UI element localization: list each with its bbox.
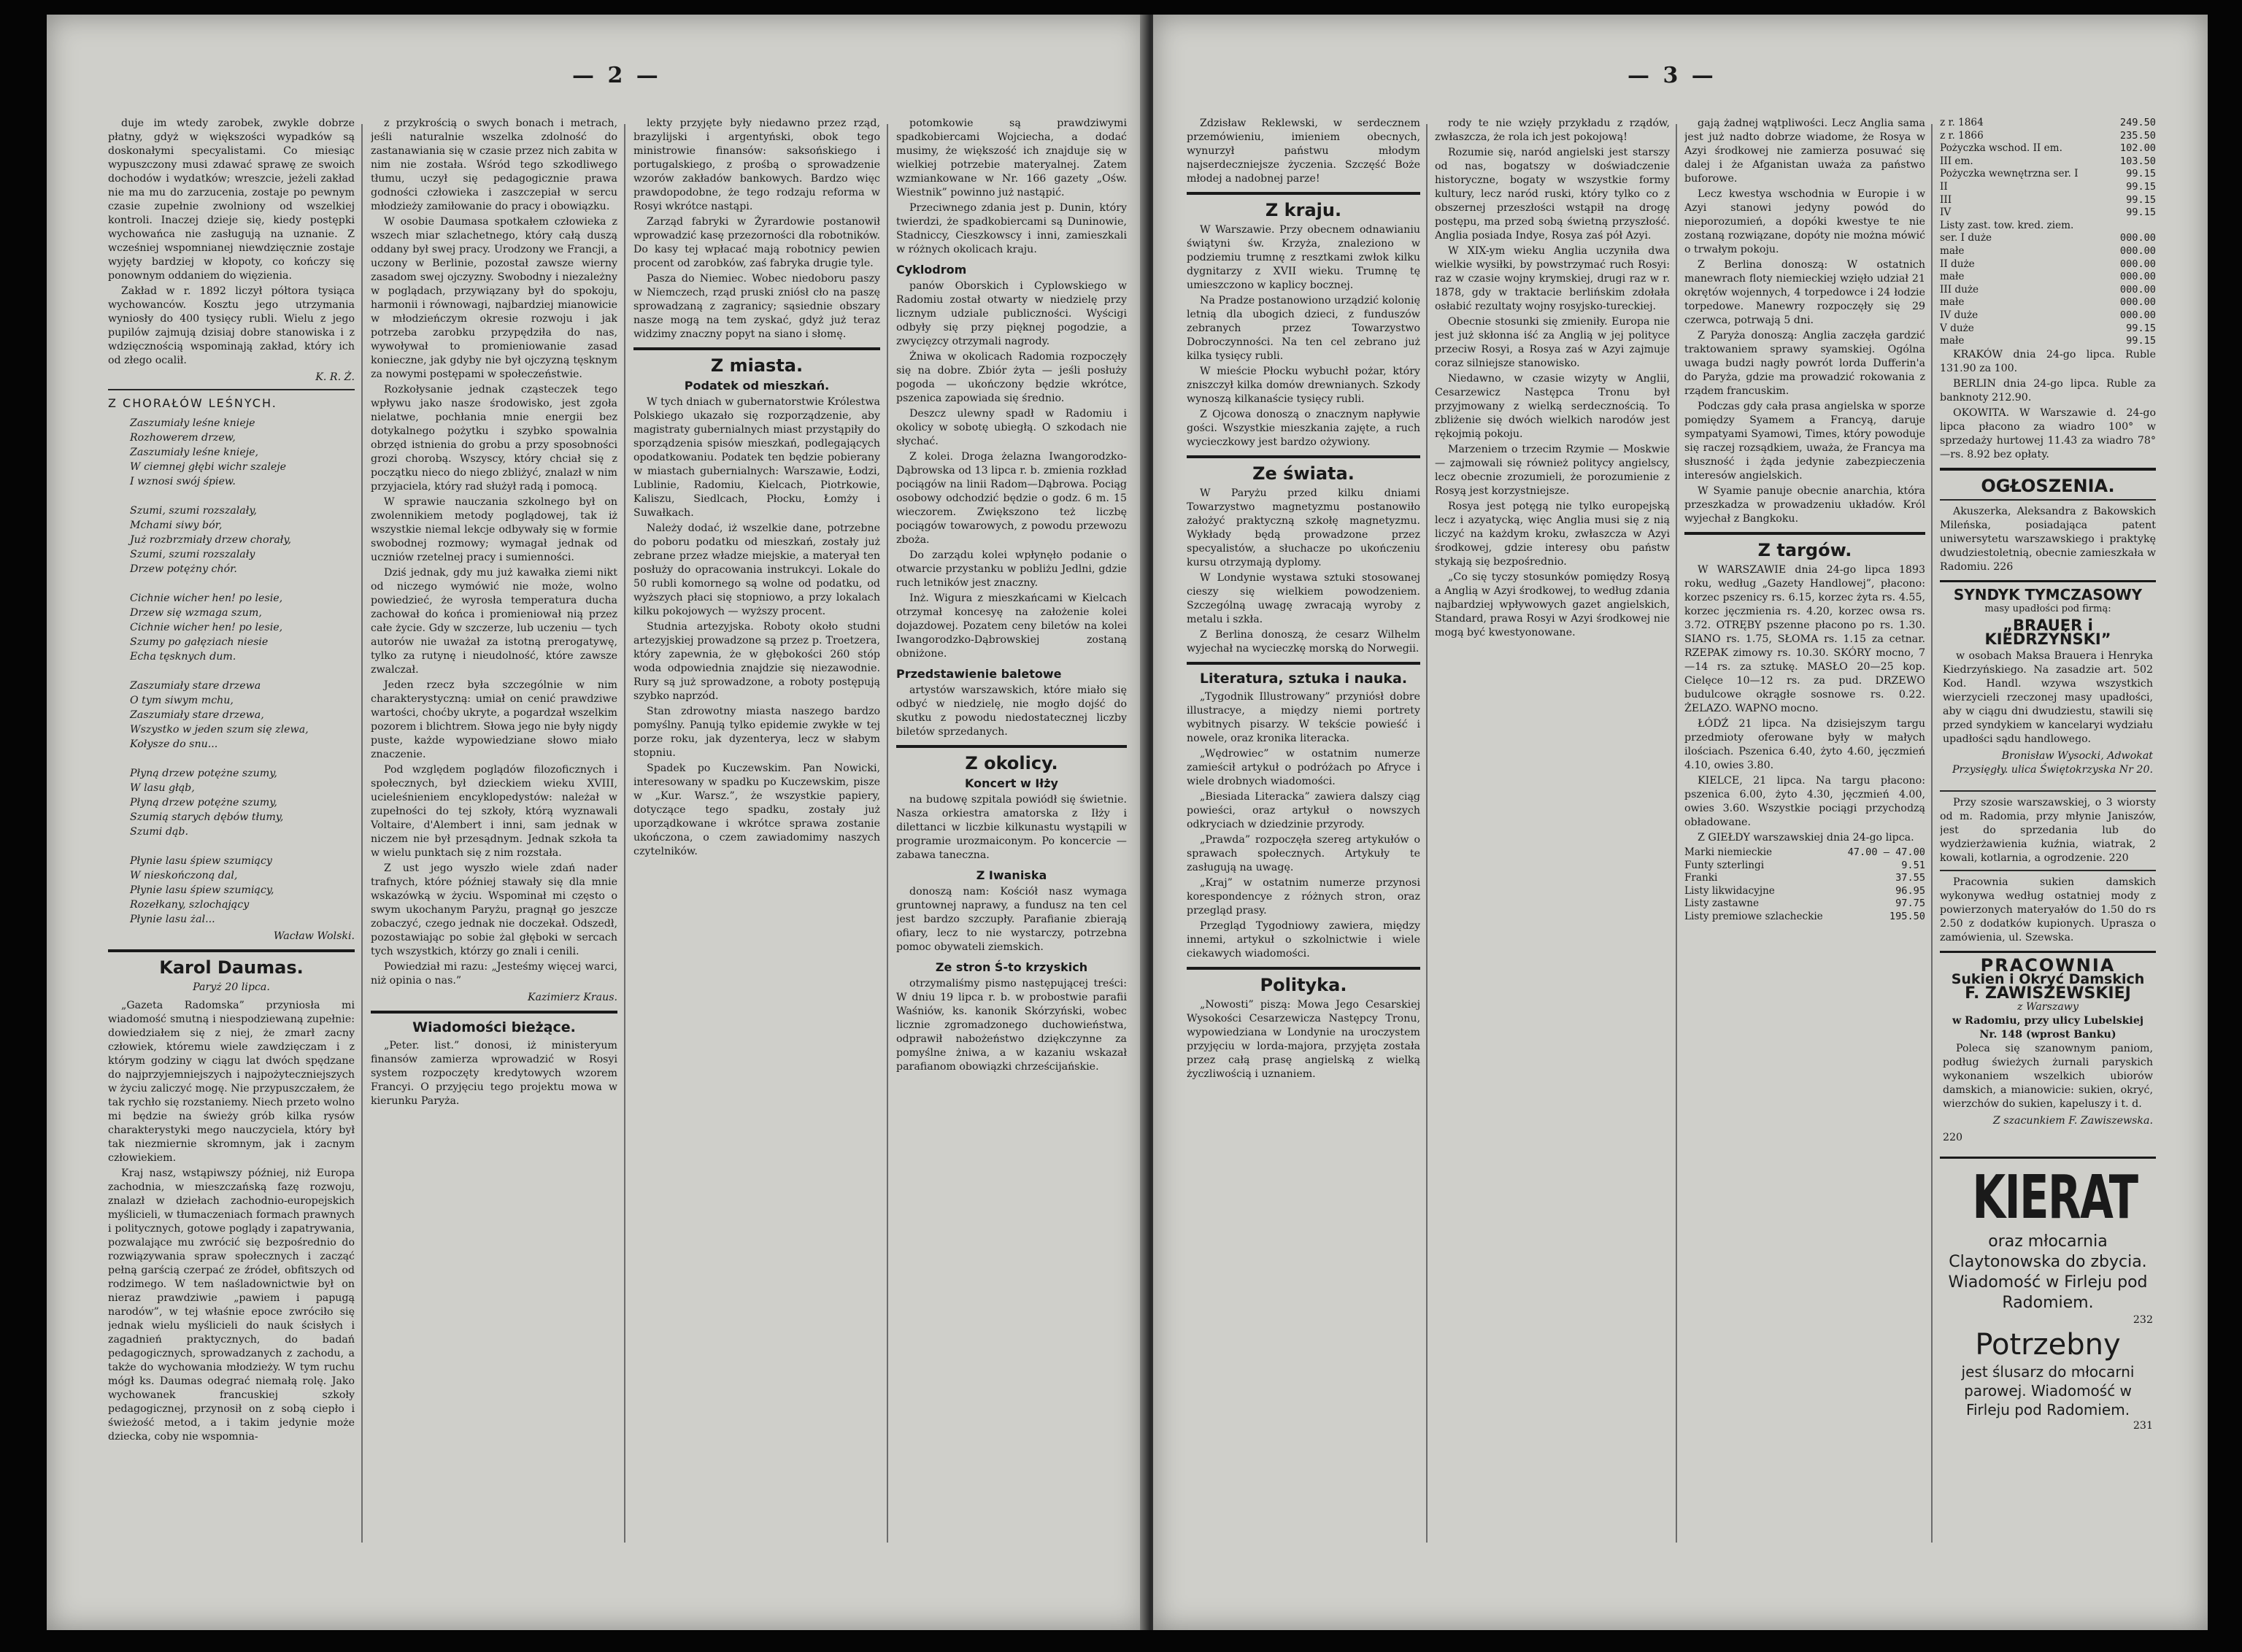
poem-line bbox=[130, 489, 355, 503]
row-value: 102.00 bbox=[2119, 142, 2156, 155]
paragraph: Pod względem poglądów filozoficznych i społecznych, był dzieckiem wieku XVIII, ucieleśnieniem encyklopedystów: należał w zupełności do tej szkoły, którą wyznawali Voltaire, d'Alembert i inni, sam jednak w niczem nie był przesądnym. Jednak szkoła ta w wielu punktach się z nim rozstała. bbox=[371, 764, 617, 859]
ad-szosa: Przy szosie warszawskiej, o 3 wiorsty od m. Radomia, przy młynie Janiszów, jest do sprzedania lub do wydzierżawienia kuźnia, wiatrak, 2 kowali, kotlarnia, a ogrodzenie. 220 bbox=[1940, 796, 2156, 864]
ad-signature: Z szacunkiem F. Zawiszewska. bbox=[1992, 1114, 2153, 1127]
poem-line: Kołysze do snu... bbox=[130, 738, 218, 750]
row-value: 99.15 bbox=[2126, 180, 2156, 193]
poem-line bbox=[130, 839, 355, 854]
ad-text: Poleca się szanownym paniom, podług świeżych żurnali paryskich wykonaniem wszelkich ubiorów damskich, a mianowicie: sukien, okryć, wierzchów do sukien, kapeluszy i t. d. bbox=[1943, 1042, 2153, 1110]
ad-signature: Bronisław Wysocki, Adwokat Przysięgły. ulica Świętokrzyska Nr 20. bbox=[1952, 749, 2153, 776]
table-row bbox=[1940, 155, 2156, 169]
left-column-1 bbox=[108, 117, 355, 1579]
left-column-2 bbox=[371, 117, 617, 1579]
row-label: V duże bbox=[1940, 322, 1974, 334]
ad-text: w osobach Maksa Brauera i Henryka Kiedrzyńskiego. Na zasadzie art. 502 Kod. Handl. wzywa wszystkich wierzycieli rzeczonej masy upadłości, aby w ciągu dni dwudziestu, stawili się przed syndykiem w kancelaryi wydziału upadłości sądu handlowego. bbox=[1943, 649, 2153, 745]
paragraph: gają żadnej wątpliwości. Lecz Anglia sama jest już nadto dobrze wiadome, że Rosya w Azyi środkowej nie zamierza posuwać się dalej i że Afganistan uważa za państwo buforowe. bbox=[1684, 117, 1925, 185]
table-row bbox=[1684, 911, 1925, 924]
section-title-literatura: Literatura, sztuka i nauka. bbox=[1199, 671, 1408, 687]
paragraph: Lecz kwestya wschodnia w Europie i w Azyi stanowi jedyny powód do nieporozumień, a dopóki kwestye te nie zostaną rozwiązane, dopóty nie można mówić o trwałym pokoju. bbox=[1684, 188, 1925, 255]
poem-line: Szumy po gałęziach niesie bbox=[130, 636, 269, 648]
table-row bbox=[1684, 885, 1925, 898]
row-value: 99.15 bbox=[2126, 322, 2156, 334]
row-label: Funty szterlingi bbox=[1684, 859, 1765, 871]
paragraph: „Kraj” w ostatnim numerze przynosi korespondencye z różnych stron, oraz przegląd prasy. bbox=[1187, 877, 1420, 916]
row-label: Listy zastawne bbox=[1684, 898, 1760, 910]
paragraph: „Nowosti” piszą: Mowa Jego Cesarskiej Wysokości Cesarzewicza Następcy Tronu, wypowiedziana w Londynie na uroczystem przyjęciu w lorda-majora, przyjęta została przez całą prasę angielską z wielką życzliwością i uznaniem. bbox=[1187, 999, 1420, 1080]
article-paragraph-2: Kraj nasz, wstąpiwszy później, niż Europa zachodnia, w mieszczańską fazę rozwoju, znalazł w dziełach zachodnio-europejskich myślicieli, w tłumaczeniach formach prawnych i politycznych, gotowe poglądy i zapatrywania, pozwalające mu zwrócić się bezpośrednio do rozwiązywania spraw społecznych i zacząć pełną garścią czerpać ze źródeł, obfitszych od rodzimego. W tem naśladownictwie był on nieraz prawdziwie „pawiem i papugą narodów”, w tej właśnie epoce zwróciło się jednak wielu myślicieli do nauk ścisłych i zagadnień praktycznych, do badań pedagogicznych, sprowadzanych z zachodu, a także do wychowania młodzieży. W tym ruchu mógł ks. Daumas odegrać niemałą rolę. Jako wychowanek francuskiej szkoły pedagogicznej, przynosił on z sobą ciepło i świeżość metod, a i takim jedynie może dziecka, coby nie wspomnia- bbox=[108, 1167, 355, 1443]
paragraph: Marzeniem o trzecim Rzymie — Moskwie — zajmowali się również politycy angielscy, lecz obecnie zrozumieli, że porozumienie z Rosyą jest korzystniejsze. bbox=[1435, 444, 1670, 497]
divider bbox=[896, 745, 1127, 748]
poem-line: Rozełkany, szlochający bbox=[130, 899, 250, 911]
subsection-title: Przedstawienie baletowe bbox=[896, 667, 1062, 681]
paragraph: „Tygodnik Illustrowany” przyniósł dobre illustracye, a między niemi portrety wybitnych pisarzy. W tekście powieść i nowele, oraz kronika literacka. bbox=[1187, 691, 1420, 744]
row-value: 47.00 — 47.00 bbox=[1847, 846, 1925, 858]
poem-line: Cichnie wicher hen! po lesie, bbox=[130, 593, 283, 604]
poem-line bbox=[130, 576, 355, 591]
left-page bbox=[47, 15, 1146, 1630]
paragraph: „Biesiada Literacka” zawiera dalszy ciąg powieści, oraz artykuł o nowszych odkryciach w dziedzinie przyrody. bbox=[1187, 791, 1420, 830]
row-value: 103.50 bbox=[2119, 155, 2156, 167]
ad-address: w Radomiu, przy ulicy Lubelskiej Nr. 148 (wprost Banku) bbox=[1952, 1014, 2143, 1041]
ads-section-title: OGŁOSZENIA. bbox=[1981, 475, 2115, 496]
poem-line: Już rozbrzmiały drzew chorały, bbox=[130, 534, 292, 546]
paragraph: W Warszawie. Przy obecnem odnawianiu świątyni św. Krzyża, znaleziono w podziemiu trumnę z resztkami zwłok kilku dygnitarzy z XVII wieku. Trumnę tę umieszczono w kaplicy bocznej. bbox=[1187, 224, 1420, 291]
article-title: Karol Daumas. bbox=[159, 957, 304, 978]
ad-number: 232 bbox=[2133, 1313, 2153, 1326]
row-value: 99.15 bbox=[2126, 206, 2156, 219]
ad-zawiszewska bbox=[1940, 951, 2156, 1151]
paragraph: Deszcz ulewny spadł w Radomiu i okolicy w sobotę ubiegłą. O szkodach nie słychać. bbox=[896, 408, 1127, 447]
ad-text: jest ślusarz do młocarni parowej. Wiadomość w Firleju pod Radomiem. bbox=[1961, 1362, 2135, 1419]
right-column-3 bbox=[1684, 117, 1925, 1579]
article-dateline: Paryż 20 lipca. bbox=[193, 981, 270, 993]
poem-line: Wszystko w jeden szum się zlewa, bbox=[130, 724, 309, 736]
paragraph: Dziś jednak, gdy mu już kawałka ziemi nikt od niczego wymówić nie może, wolno powiedzieć, że wyrosła temperatura ducha zachował do końca i promieniował nią przez całe życie. Gdy w szczerze, lub uczeniu — tych autorów nie uważał za istotną prerogatywę, tylko za rutynę i nieudolność, które zawsze zwalczał. bbox=[371, 567, 617, 676]
poem-line: Szumią starych dębów tłumy, bbox=[130, 811, 284, 823]
row-label: Pożyczka wewnętrzna ser. I bbox=[1940, 168, 2079, 180]
row-value: 235.50 bbox=[2119, 129, 2156, 142]
table-row bbox=[1684, 898, 1925, 911]
poem-line: W ciemnej głębi wichr szaleje bbox=[130, 461, 287, 473]
paragraph: Powiedział mi razu: „Jesteśmy więcej warci, niż opinia o nas.” bbox=[371, 961, 617, 987]
section-title-z-kraju: Z kraju. bbox=[1265, 200, 1342, 220]
row-label: II bbox=[1940, 180, 1948, 193]
row-value: 96.95 bbox=[1895, 884, 1925, 897]
paragraph: Stan zdrowotny miasta naszego bardzo pomyślny. Panują tylko epidemie zwykłe w tej porze roku, jak dyzenterya, lecz w słabym stopniu. bbox=[633, 706, 880, 759]
paragraph: Pasza do Niemiec. Wobec niedoboru paszy w Niemczech, rząd pruski zniósł cło na paszę sprowadzaną z zagranicy; sąsiednie obszary nasze mogą na tem zyskać, gdyż już teraz widzimy znaczny popyt na siano i słomę. bbox=[633, 273, 880, 340]
poem-line: I wznosi swój śpiew. bbox=[130, 476, 236, 487]
page-number-left: — 2 — bbox=[572, 63, 661, 88]
paragraph: Jeden rzecz była szczególnie w nim charakterystyczną: umiał on cenić prawdziwe wartości, choćby ukryte, a pogardzał wszelkim pozorem i blichtrem. Słowa jego nie były nigdy puste, każde wypowiedziane słowo miało znaczenie. bbox=[371, 679, 617, 760]
paragraph: Żniwa w okolicach Radomia rozpoczęły się na dobre. Zbiór żyta — jeśli posłuży pogoda — ukończony będzie wkrótce, pszenica zapowiada się średnio. bbox=[896, 351, 1127, 404]
paragraph: Zdzisław Reklewski, w serdecznem przemówieniu, imieniem obecnych, wynurzył państwu młodym najserdeczniejsze życzenia. Szczęść Boże młodej a nadobnej parze! bbox=[1187, 117, 1420, 185]
row-value: 9.51 bbox=[1901, 859, 1925, 871]
paragraph: W mieście Płocku wybuchł pożar, który zniszczył kilka domów drewnianych. Szkody wynoszą kilkanaście tysięcy rubli. bbox=[1187, 366, 1420, 405]
paragraph: Z Paryża donoszą: Anglia zaczęła gardzić traktowaniem sprawy syamskiej. Ogólna uwaga budzi nagły powrót lorda Dufferin'a do Paryża, gdzie ma prowadzić rokowania z rządem francuskim. bbox=[1684, 330, 1925, 397]
ad-pracownia-sukien: Pracownia sukien damskich wykonywa według ostatniej mody z powierzonych materyałów do 1.50 do rs 2.50 z dodatków kupionych. Uprasza o zamówienia, ul. Szewska. bbox=[1940, 876, 2156, 943]
ad-subtitle: masy upadłości pod firmą: bbox=[1984, 603, 2111, 614]
poem-line: Zaszumiały leśne knieje bbox=[130, 417, 255, 429]
ad-kierat bbox=[1940, 1157, 2156, 1439]
divider bbox=[1187, 455, 1420, 458]
paragraph: W tych dniach w gubernatorstwie Królestwa Polskiego ukazało się rozporządzenie, aby magistraty gubernialnych miast przystąpiły do sporządzenia spisów mieszkań, podlegających opodatkowaniu. Podatek ten będzie pobierany w miastach gubernialnych: Warszawie, Łodzi, Lublinie, Radomiu, Kielcach, Piotrkowie, Kaliszu, Siedlcach, Płocku, Łomży i Suwałkach. bbox=[633, 396, 880, 519]
table-row bbox=[1940, 296, 2156, 309]
row-label: Listy premiowe szlacheckie bbox=[1684, 910, 1823, 922]
paragraph: W sprawie nauczania szkolnego był on zwolennikiem metody poglądowej, tak iż wszystkie niemal lekcje odbywały się w formie swobodnej rozmowy; wymagał jednak od uczniów rzetelnej pracy i sumienności. bbox=[371, 496, 617, 563]
ad-line: z Warszawy bbox=[2017, 1000, 2079, 1013]
poem-line bbox=[130, 752, 355, 766]
paragraph: Rozumie się, naród angielski jest starszy od nas, bogatszy w doświadczenie historyczne, bogaty w wszystkie formy kultury, lecz naród ruski, który tylko co z obszernej przeszłości wstąpił na drogę postępu, ma przed sobą świetną przyszłość. Anglia posiada Indye, Rosya zaś pół Azyi. bbox=[1435, 147, 1670, 242]
row-value: 000.00 bbox=[2119, 296, 2156, 309]
paragraph: Obecnie stosunki się zmieniły. Europa nie jest już skłonna iść za Anglią w jej polityce przeciw Rosyi, a Rosya zaś w Azyi zajmuje coraz silniejsze stanowisko. bbox=[1435, 316, 1670, 369]
paragraph: Z Berlina donoszą: W ostatnich manewrach floty niemieckiej wzięło udział 21 okrętów wojennych, 4 torpedowce i 24 łodzie torpedowe. Manewry rozpoczęły się 29 czerwca, potrwają 5 dni. bbox=[1684, 259, 1925, 326]
poem-line: Drzew się wzmaga szum, bbox=[130, 607, 262, 619]
paragraph: W XIX-ym wieku Anglia uczyniła dwa wielkie wysiłki, by powstrzymać ruch Rosyi: raz w czasie wojny krymskiej, drugi raz w r. 1878, gdy w traktacie berlińskim zdołała osłabić rezultaty wojny rosyjsko-tureckiej. bbox=[1435, 245, 1670, 312]
divider bbox=[108, 949, 355, 952]
column-rule bbox=[1426, 124, 1428, 1543]
divider bbox=[1187, 662, 1420, 665]
paragraph: Z ust jego wyszło wiele zdań nader trafnych, które później stawały się dla mnie wskazówką w życiu. Wspominał mi często o swym ukochanym Paryżu, pragnął go jeszcze zobaczyć, czego jednak nie doczekał. Odszedł, pozostawiając po sobie żal głęboki w sercach tych wszystkich, którzy go znali i cenili. bbox=[371, 862, 617, 957]
intro-paragraph-1: duje im wtedy zarobek, zwykle dobrze płatny, gdyż w większości wypadków są doskonałymi specyalistami. Co miesiąc wypuszczony musi zdawać sprawę ze swoich dochodów i wydatków; wreszcie, jeżeli zakład nie ma mu do zarzucenia, zostaje po pewnym czasie zupełnie zwolniony od wszelkiej kontroli. Inaczej dzieje się, kiedy postępki wychowańca nie zasługują na uznanie. Z wcześniej wspomnianej niewdzięcznie zostaje wyjęty bardziej w kłopoty, co kończy się ponownym oddaniem do więzienia. bbox=[108, 117, 355, 282]
subsection-title: Cyklodrom bbox=[896, 263, 967, 277]
divider bbox=[108, 389, 355, 390]
subsection-title: Koncert w Iłży bbox=[965, 776, 1058, 790]
poem-line: Drzew potężny chór. bbox=[130, 563, 237, 575]
table-row bbox=[1940, 194, 2156, 207]
row-value: 97.75 bbox=[1895, 898, 1925, 910]
ad-number: 231 bbox=[2133, 1419, 2153, 1432]
poem-line: Płynie lasu żal... bbox=[130, 914, 215, 925]
market-krakow: KRAKÓW dnia 24-go lipca. Ruble 131.90 za 100. bbox=[1940, 348, 2156, 374]
paragraph: Przegląd Tygodniowy zawiera, między innemi, artykuł o szkolnictwie i wiele ciekawych wiadomości. bbox=[1187, 920, 1420, 960]
row-label: III bbox=[1940, 193, 1952, 206]
news-lead: „Peter. list.” donosi, iż ministeryum finansów zamierza wprowadzić w Rosyi system rozpoczęty kredytowych wzorem Francyi. O przyjęciu tego projektu mowa w kierunku Paryża. bbox=[371, 1040, 617, 1107]
poem-line: O tym siwym mchu, bbox=[130, 695, 234, 706]
bond-rates-table bbox=[1940, 117, 2156, 348]
section-title-z-miasta: Z miasta. bbox=[710, 355, 804, 376]
poem-line: W nieskończoną dal, bbox=[130, 870, 238, 881]
right-column-2 bbox=[1435, 117, 1670, 1579]
market-okowita: OKOWITA. W Warszawie d. 24-go lipca płacono za wiadro 100° w sprzedaży hurtowej 11.43 za wiadro 78°—rs. 8.92 bez opłaty. bbox=[1940, 406, 2156, 460]
table-row bbox=[1940, 323, 2156, 336]
paragraph: „Wędrowiec” w ostatnim numerze zamieścił artykuł o podróżach po Afryce i wiele drobnych wiadomości. bbox=[1187, 748, 1420, 787]
paragraph: „Prawda” rozpoczęła szereg artykułów o sprawach społecznych. Artykuły te zasługują na uwagę. bbox=[1187, 834, 1420, 873]
section-title-ze-swiata: Ze świata. bbox=[1252, 463, 1355, 484]
paragraph: Inż. Wigura z mieszkańcami w Kielcach otrzymał koncesyę na założenie kolei dojazdowej. Pozatem ceny biletów na kolei Iwangorodzko-Dąbrowskiej zostaną obniżone. bbox=[896, 593, 1127, 660]
divider bbox=[1684, 532, 1925, 535]
column-rule bbox=[624, 124, 625, 1543]
paragraph: panów Oborskich i Cyplowskiego w Radomiu został otwarty w niedzielę przy licznym udziale publiczności. Wyścigi odbyły się przy pięknej pogodzie, a zwycięzcy otrzymali nagrody. bbox=[896, 280, 1127, 347]
paragraph: z przykrością o swych bonach i metrach, jeśli naturalnie wszelka zdolność do zastanawiania się w czasie przez nich zabita w nim nie została. Wśród tego szkodliwego tłumu, uczył się pedagogicznie prawa godności człowieka i zaszczepiał w sercu młodzieży zamiłowanie do pracy i obowiązku. bbox=[371, 117, 617, 212]
row-label: II duże bbox=[1940, 258, 1975, 270]
left-column-4 bbox=[896, 117, 1127, 1579]
table-row bbox=[1940, 130, 2156, 143]
article-paragraph-1: „Gazeta Radomska” przyniosła mi wiadomość smutną i niespodziewaną zupełnie: dowiedziałem się z niej, że zmarł zacny człowiek, któremu wiele zawdzięczam i z którym godziny w ciągu lat dwóch spędzane do najprzyjemniejszych i najpożyteczniejszych w życiu zaliczyć mogę. Nie przypuszczałem, że tak rychło się rozstaniemy. Niech przeto wolno mi będzie na świeży grób kilka rysów charakterystyki mego nauczyciela, który był tak niezmiernie skromnym, jak i zacnym człowiekiem. bbox=[108, 1000, 355, 1164]
right-column-1 bbox=[1187, 117, 1420, 1579]
ad-line: F. ZAWISZEWSKIEJ bbox=[1965, 984, 2131, 1003]
divider bbox=[371, 1011, 617, 1014]
divider bbox=[1940, 870, 2156, 871]
paragraph: Rozkołysanie jednak cząsteczek tego wpływu jako nasze środowisko, jest zgoła nielatwe, pochłania mnie energii bez dotykalnego pożytku i szybko spowalnia obrzęd istnienia do grobu a przy sposobności grozi chorobą. Wszyscy, który chciał się z początku nieco do niego zbliżyć, znalazł w nim przyjaciela, który rad służył radą i pomocą. bbox=[371, 384, 617, 493]
ad-akuszerka: Akuszerka, Aleksandra z Bakowskich Mileńska, posiadająca patent uniwersytetu warszawskiego i praktykę dwudziestoletnią, obecnie zamieszkała w Radomiu. 226 bbox=[1940, 505, 2156, 573]
row-value: 99.15 bbox=[2126, 168, 2156, 180]
ad-headline: Potrzebny bbox=[1975, 1327, 2121, 1362]
paragraph: KIELCE, 21 lipca. Na targu płacono: pszenica 6.00, żyto 4.30, jęczmień 4.00, owies 3.60. Wszystkie pociągi przychodzą obładowane. bbox=[1684, 775, 1925, 828]
poem-line: Szumi dąb. bbox=[130, 826, 188, 838]
row-label: małe bbox=[1940, 296, 1965, 309]
divider bbox=[1187, 967, 1420, 970]
table-row bbox=[1940, 206, 2156, 220]
poem-line bbox=[130, 664, 355, 679]
paragraph: W osobie Daumasa spotkałem człowieka z wszech miar szlachetnego, który całą duszą oddany był swej pracy. Urodzony we Francji, a uczony w Berlinie, pozostał zawsze wierny zasadom swej ojczyzny. Swobodny i niezależny w poglądach, przywiązany był do spokoju, harmonii i równowagi, najbardziej mianowicie w młodzieńczym okresie rozwoju i jak potrzeba zarobku przypędziła do nas, wywoływał to promieniowanie zasad konieczne, jak gdyby nie był ojczyzną tęsknym za nowymi postępami w społeczeństwie. bbox=[371, 216, 617, 380]
divider bbox=[633, 347, 880, 350]
left-column-3 bbox=[633, 117, 880, 1579]
news-section-title: Wiadomości bieżące. bbox=[412, 1019, 576, 1035]
ad-text: oraz młocarnia Claytonowska do zbycia. Wiadomość w Firleju pod Radomiem. bbox=[1948, 1232, 2148, 1312]
paragraph: W WARSZAWIE dnia 24-go lipca 1893 roku, według „Gazety Handlowej”, płacono: korzec pszenicy rs. 6.15, korzec żyta rs. 4.55, korzec jęczmienia rs. 4.20, korzec owsa rs. 3.72. OTRĘBY pszenne płacono po rs. 1.30. SIANO rs. 1.75, SŁOMA rs. 1.15 za cetnar. RZEPAK zimowy rs. 10.30. SKÓRY mocno, 7—14 rs. za sztukę. MASŁO 20—25 kop. Cielęce 10—12 rs. za pud. DRZEWO budulcowe okrągłe sosnowe rs. 0.22. ŻELAZO. WAPNO mocno. bbox=[1684, 564, 1925, 714]
row-label: z r. 1866 bbox=[1940, 129, 1984, 142]
poem-line: Płyną drzew potężne szumy, bbox=[130, 768, 277, 779]
paragraph: Przeciwnego zdania jest p. Dunin, który twierdzi, że spadkobiercami są Duninowie, Stadniccy, Cieszkowscy i inni, zamieszkali w różnych okolicach kraju. bbox=[896, 202, 1127, 255]
divider bbox=[1940, 790, 2156, 792]
table-row bbox=[1940, 309, 2156, 323]
row-value: 000.00 bbox=[2119, 271, 2156, 283]
paragraph: na budowę szpitala powiódł się świetnie. Nasza orkiestra amatorska z Iłży i dilettanci w liczbie kilkunastu wystąpili w programie urozmaiconym. Po koncercie — zabawa taneczna. bbox=[896, 794, 1127, 861]
row-label: Listy zast. tow. kred. ziem. bbox=[1940, 219, 2074, 231]
subsection-title: Z Iwaniska bbox=[976, 868, 1047, 882]
paragraph: Z Ojcowa donoszą o znacznym napływie gości. Wszystkie mieszkania zajęte, a ruch wycieczkowy jest bardzo ożywiony. bbox=[1187, 409, 1420, 448]
table-row bbox=[1940, 245, 2156, 258]
paragraph: donoszą nam: Kościół nasz wymaga gruntownej naprawy, a fundusz na ten cel jest bardzo szczupły. Parafianie zbierają ofiary, lecz to nie wystarczy, potrzebna pomoc obywateli ziemskich. bbox=[896, 886, 1127, 953]
intro-paragraph-2: Zakład w r. 1892 liczył półtora tysiąca wychowanców. Kosztu jego utrzymania wyniosły do 400 tysięcy rubli. Wielu z jego pupilów zajmują dzisiaj dobre stanowiska i z wdzięcznością wspominają zakład, który ich od złego ocalił. bbox=[108, 285, 355, 366]
column-rule bbox=[1931, 124, 1933, 1543]
row-label: IV bbox=[1940, 206, 1952, 219]
paragraph: Z kolei. Droga żelazna Iwangorodzko-Dąbrowska od 13 lipca r. b. zmienia rozkład pociągów na linii Radom—Dąbrowa. Pociąg osobowy odchodzić będzie o godz. 6 m. 15 wieczorem. Zwiększono też liczbę pociągów towarowych, z powodu przewozu zboża. bbox=[896, 451, 1127, 546]
divider bbox=[1187, 192, 1420, 195]
row-label: Marki niemieckie bbox=[1684, 846, 1773, 858]
row-value: 000.00 bbox=[2119, 283, 2156, 296]
poem-line: Mchami siwy bór, bbox=[130, 520, 223, 531]
poem-line: Płynie lasu śpiew szumiący bbox=[130, 855, 272, 867]
table-row bbox=[1940, 168, 2156, 181]
column-rule bbox=[1676, 124, 1677, 1543]
row-value: 000.00 bbox=[2119, 244, 2156, 257]
market-berlin: BERLIN dnia 24-go lipca. Ruble za banknoty 212.90. bbox=[1940, 377, 2156, 404]
poem bbox=[130, 416, 355, 927]
exchange-title: Z GIEŁDY warszawskiej dnia 24-go lipca. bbox=[1698, 832, 1914, 844]
poem-line: Rozhowerem drzew, bbox=[130, 432, 236, 444]
row-label: z r. 1864 bbox=[1940, 117, 1984, 128]
paragraph: Zarząd fabryki w Żyrardowie postanowił wprowadzić kasę przezorności dla robotników. Do kasy tej wpłacać mają robotnicy pewien procent od zarobków, zaś fabryka drugie tyle. bbox=[633, 216, 880, 269]
table-row bbox=[1940, 181, 2156, 194]
poem-line: Zaszumiały stare drzewa, bbox=[130, 709, 264, 721]
table-row bbox=[1940, 117, 2156, 130]
paragraph: Studnia artezyjska. Roboty około studni artezyjskiej prowadzone są przez p. Troetzera, który zapewnia, że w głębokości 260 stóp woda odpowiednia znajdzie się niezawodnie. Rury są już sprowadzone, a roboty postępują szybko naprzód. bbox=[633, 621, 880, 702]
subsection-title: Ze stron Ś-to krzyskich bbox=[935, 960, 1088, 974]
ad-firm-name: „BRAUER i KIEDRZYŃSKI” bbox=[1984, 616, 2111, 648]
section-title-z-okolicy: Z okolicy. bbox=[965, 753, 1058, 773]
row-label: Pożyczka wschod. II em. bbox=[1940, 142, 2062, 155]
paragraph: Niedawno, w czasie wizyty w Anglii, Cesarzewicz Następca Tronu był przyjmowany z wielką serdecznością. To zbliżenie się dwóch wielkich narodów jest rękojmią pokoju. bbox=[1435, 373, 1670, 440]
row-value: 249.50 bbox=[2119, 117, 2156, 128]
paragraph: Podczas gdy cała prasa angielska w sporze pomiędzy Syamem a Francyą, daruje sympatyami Syamowi, Times, który powoduje się raczej rozsądkiem, uważa, że Francya ma słuszność i żąda jedynie zabezpieczenia interesów angielskich. bbox=[1684, 401, 1925, 482]
row-value: 000.00 bbox=[2119, 232, 2156, 244]
row-value: 195.50 bbox=[1889, 910, 1925, 922]
row-value: 99.15 bbox=[2126, 335, 2156, 347]
poem-line: Echa tęsknych dum. bbox=[130, 651, 236, 663]
row-label: małe bbox=[1940, 271, 1965, 283]
section-title-z-targow: Z targów. bbox=[1757, 540, 1852, 560]
poem-line: Zaszumiały stare drzewa bbox=[130, 680, 261, 692]
row-label: IV duże bbox=[1940, 309, 1979, 321]
right-column-4 bbox=[1940, 117, 2156, 1579]
ad-title: PRACOWNIA bbox=[1980, 954, 2116, 976]
row-value: 37.55 bbox=[1895, 872, 1925, 884]
paragraph: „Co się tyczy stosunków pomiędzy Rosyą a Anglią w Azyi środkowej, to według zdania najbardziej wpływowych gazet angielskich, Standard, prawa Rosyi w Azyi środkowej nie mogą być kwestyonowane. bbox=[1435, 571, 1670, 638]
paragraph: Spadek po Kuczewskim. Pan Nowicki, interesowany w spadku po Kuczewskim, pisze w „Kur. Warsz.”, że wszystkie papiery, dotyczące tego spadku, zostały już uporządkowane i wkrótce sprawa zostanie ukończona, o czem zawiadomimy naszych czytelników. bbox=[633, 763, 880, 857]
poem-line: W lasu głąb, bbox=[130, 782, 195, 794]
divider bbox=[1940, 499, 2156, 501]
row-label: Franki bbox=[1684, 872, 1718, 884]
ad-line: Sukien i Okryć Damskich bbox=[1951, 970, 2145, 987]
divider bbox=[1940, 468, 2156, 471]
row-value: 000.00 bbox=[2119, 309, 2156, 321]
page-number-right: — 3 — bbox=[1627, 63, 1717, 88]
poem-line: Płynie lasu śpiew szumiący, bbox=[130, 884, 274, 896]
ad-headline: KIERAT bbox=[1972, 1162, 2138, 1232]
table-row bbox=[1684, 846, 1925, 860]
ad-number: 220 bbox=[1943, 1131, 1963, 1143]
paragraph: lekty przyjęte były niedawno przez rząd, brazylijski i argentyński, obok tego ministrowie finansów: saksońskiego i portugalskiego, z prośbą o sprowadzenie wzorów zakładów bankowych. Bardzo więc prawdopodobne, że tego rodzaju reforma w Rosyi wkrótce nastąpi. bbox=[633, 117, 880, 212]
paragraph: W Paryżu przed kilku dniami Towarzystwo magnetyzmu postanowiło założyć praktyczną szkołę magnetyzmu. Wykłady będą prowadzone przez specyalistów, a słuchacze po ukończeniu kursu otrzymają dyplomy. bbox=[1187, 487, 1420, 568]
column-rule bbox=[887, 124, 888, 1543]
paragraph: potomkowie są prawdziwymi spadkobiercami Wojciecha, a dodać musimy, że większość ich znajduje się w wielkiej potrzebie materyalnej. Zatem wzmiankowane w Nr. 166 gazety „Ośw. Wiestnik” powinno już nastąpić. bbox=[896, 117, 1127, 198]
poem-line: Zaszumiały leśne knieje, bbox=[130, 447, 259, 458]
table-row bbox=[1940, 258, 2156, 271]
poem-signature: Wacław Wolski. bbox=[273, 930, 355, 942]
poem-line: Szumi, szumi rozszalały bbox=[130, 549, 255, 560]
poem-line: Płyną drzew potężne szumy, bbox=[130, 797, 277, 808]
poem-line: Szumi, szumi rozszalały, bbox=[130, 505, 257, 517]
table-row bbox=[1684, 872, 1925, 885]
paragraph: W Syamie panuje obecnie anarchia, która przeszkadza w prowadzeniu układów. Król wyjechał z Bangkoku. bbox=[1684, 485, 1925, 525]
exchange-table bbox=[1684, 846, 1925, 924]
row-label: ser. I duże bbox=[1940, 232, 1992, 244]
paragraph: W Londynie wystawa sztuki stosowanej cieszy się wielkiem powodzeniem. Szczególną uwagę zwracają wyroby z metalu i szkła. bbox=[1187, 572, 1420, 625]
table-row bbox=[1940, 220, 2156, 233]
right-page bbox=[1153, 15, 2208, 1630]
poem-title: Z CHORAŁÓW LEŚNYCH. bbox=[108, 396, 277, 410]
table-row bbox=[1940, 335, 2156, 348]
paragraph: Rosya jest potęgą nie tylko europejską lecz i azyatycką, więc Anglia musi się z nią liczyć na każdym kroku, zwłaszcza w Azyi środkowej, gdzie interesy obu państw stykają się bezpośrednio. bbox=[1435, 501, 1670, 568]
paragraph: otrzymaliśmy pismo następującej treści: W dniu 19 lipca r. b. w probostwie parafii Waśniów, ks. kanonik Skórzyński, wobec licznie zgromadzonego duchowieństwa, odprawił nabożeństwo dziękczynne za pomyślne żniwa, a w kazaniu wskazał parafianom obowiązki chrześcijańskie. bbox=[896, 978, 1127, 1073]
column-rule bbox=[361, 124, 363, 1543]
subsection-title: Podatek od mieszkań. bbox=[684, 379, 830, 393]
paragraph: rody te nie wzięły przykładu z rządów, zwłaszcza, że rola ich jest pokojową! bbox=[1435, 117, 1670, 143]
paragraph: ŁÓDŹ 21 lipca. Na dzisiejszym targu przedmioty oferowane były w małych ilościach. Pszenica 6.40, żyto 4.60, jęczmień 4.10, owies 3.80. bbox=[1684, 718, 1925, 771]
table-row bbox=[1940, 142, 2156, 155]
poem-line: Cichnie wicher hen! po lesie, bbox=[130, 622, 283, 633]
paragraph: Z Berlina donoszą, że cesarz Wilhelm wyjechał na wycieczkę morską do Norwegii. bbox=[1187, 629, 1420, 655]
row-label: Listy likwidacyjne bbox=[1684, 884, 1775, 897]
table-row bbox=[1940, 232, 2156, 245]
paragraph: artystów warszawskich, które miało się odbyć w niedzielę, nie mogło dojść do skutku z powodu niedostatecznej liczby biletów sprzedanych. bbox=[896, 684, 1127, 738]
ad-title: SYNDYK TYMCZASOWY bbox=[1953, 585, 2143, 603]
table-row bbox=[1940, 284, 2156, 297]
intro-signature: K. R. Ż. bbox=[315, 371, 355, 383]
row-label: małe bbox=[1940, 335, 1965, 347]
row-value: 000.00 bbox=[2119, 258, 2156, 270]
paragraph: Na Pradze postanowiono urządzić kolonię letnią dla ubogich dzieci, z funduszów zebranych przez Towarzystwo Dobroczynności. Na ten cel zebrano już kilka tysięcy rubli. bbox=[1187, 295, 1420, 362]
row-label: małe bbox=[1940, 244, 1965, 257]
row-label: III duże bbox=[1940, 283, 1979, 296]
article-signature: Kazimierz Kraus. bbox=[528, 992, 617, 1003]
row-value: 99.15 bbox=[2126, 193, 2156, 206]
paragraph: Należy dodać, iż wszelkie dane, potrzebne do poboru podatku od mieszkań, zostały już zebrane przez władze miejskie, a materyał ten posłuży do opracowania instrukcyi. Lokale do 50 rubli komornego są wolne od podatku, od wyższych płaci się stopniowo, a przy lokalach kilku pokojowych — wyższy procent. bbox=[633, 522, 880, 617]
table-row bbox=[1940, 271, 2156, 284]
section-title-polityka: Polityka. bbox=[1260, 975, 1347, 995]
table-row bbox=[1684, 860, 1925, 873]
ad-syndyk bbox=[1940, 580, 2156, 786]
row-label: III em. bbox=[1940, 155, 1973, 167]
paragraph: Do zarządu kolei wpłynęło podanie o otwarcie przystanku w pobliżu Jedlni, gdzie ruch letników jest znaczny. bbox=[896, 549, 1127, 589]
